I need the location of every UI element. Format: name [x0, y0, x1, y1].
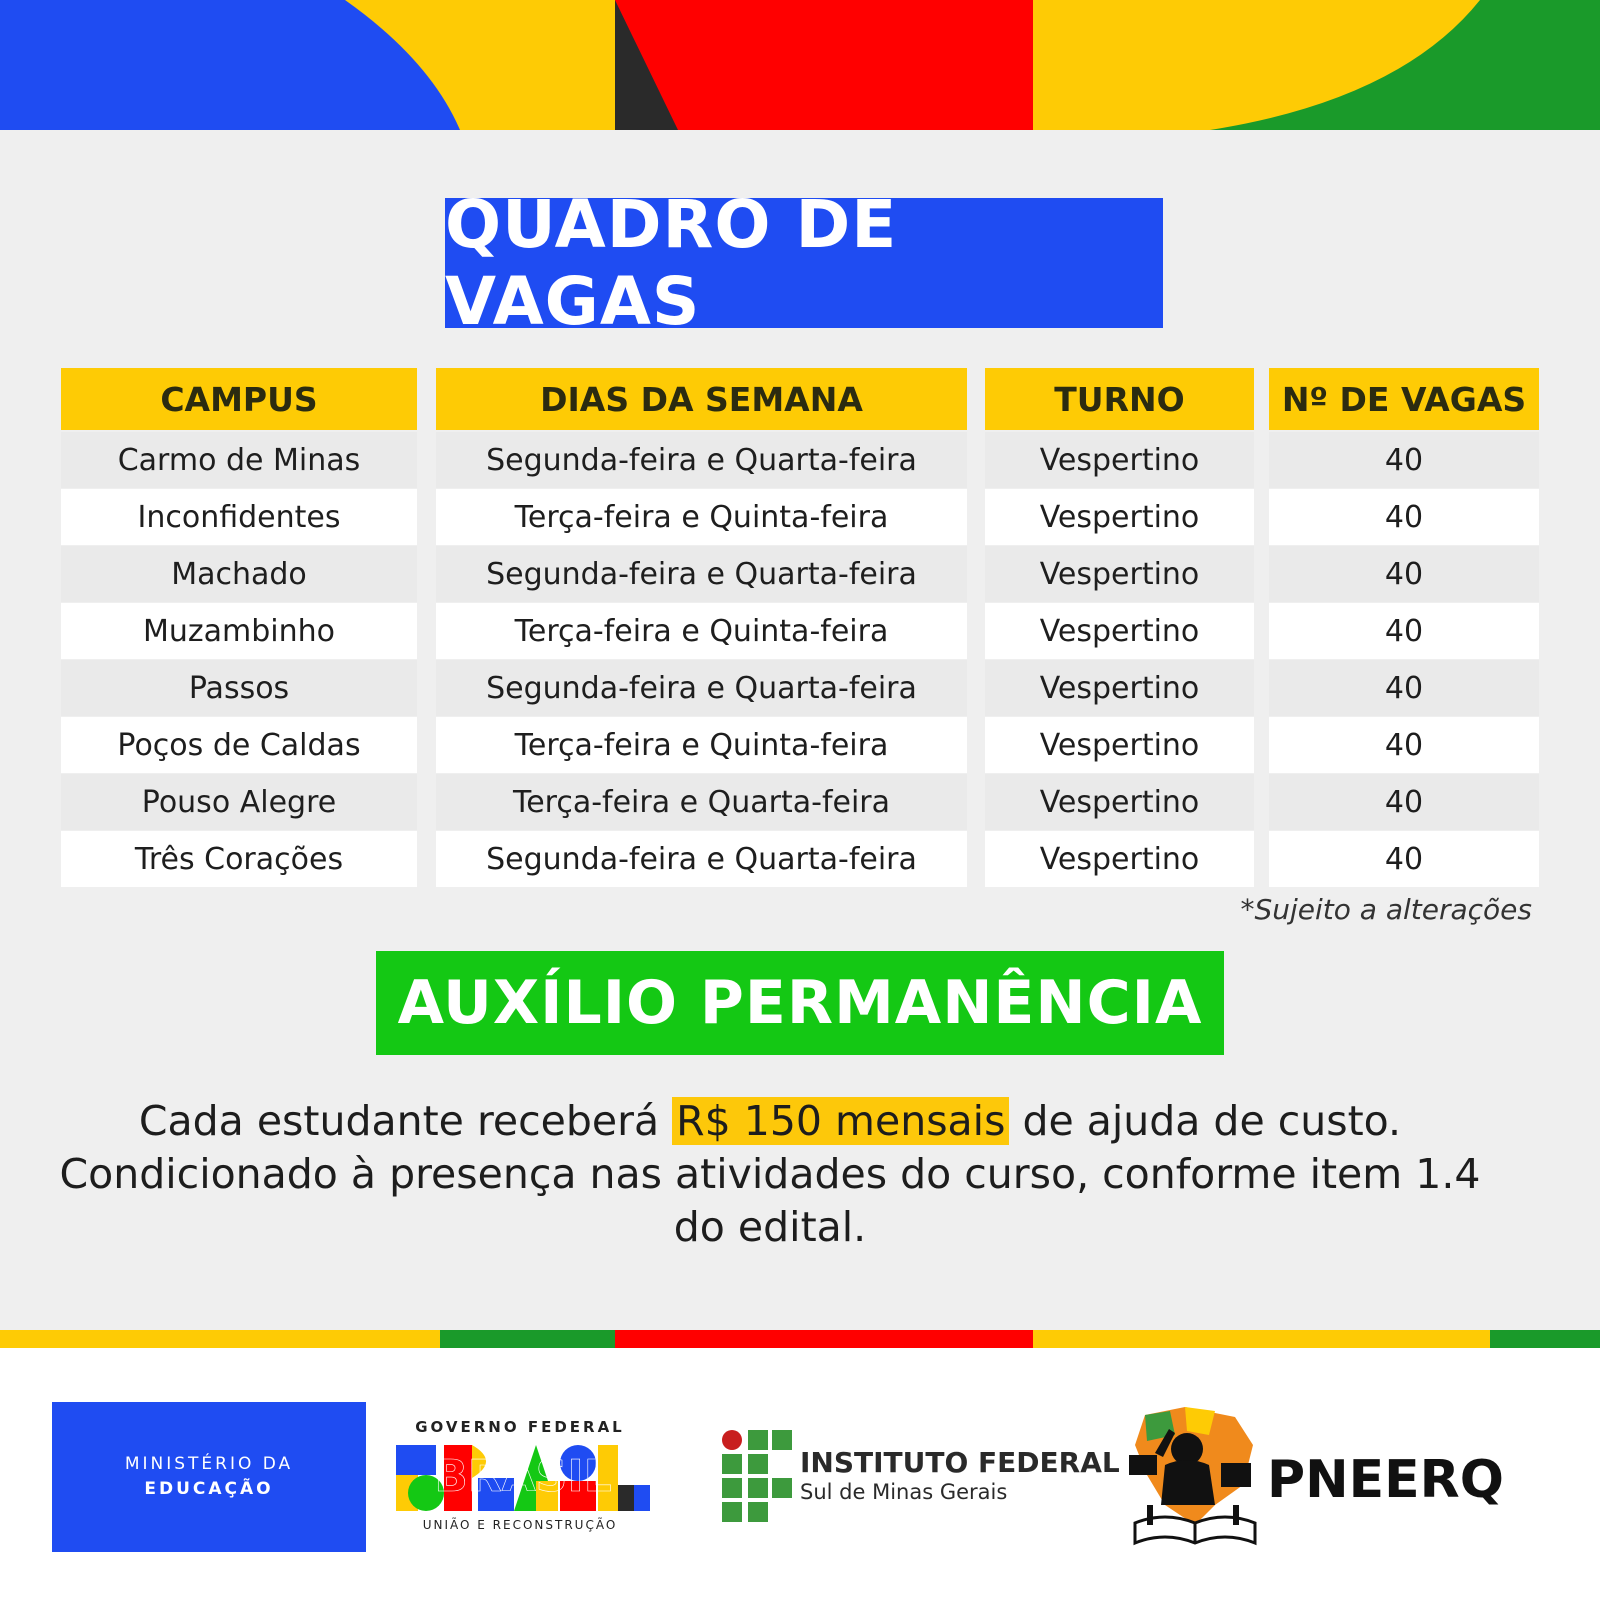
pneerq-wordmark: PNEERQ — [1267, 1450, 1504, 1510]
page-title: QUADRO DE VAGAS — [445, 198, 1163, 328]
disclaimer-note: *Sujeito a alterações — [1240, 893, 1532, 926]
cell-turno: Vespertino — [985, 546, 1254, 602]
header-campus: CAMPUS — [61, 368, 417, 430]
cell-vagas: 40 — [1269, 489, 1539, 545]
cell-vagas: 40 — [1269, 432, 1539, 488]
cell-campus: Passos — [61, 660, 417, 716]
instituto-federal-logo — [720, 1428, 800, 1524]
cell-turno: Vespertino — [985, 489, 1254, 545]
cell-campus: Carmo de Minas — [61, 432, 417, 488]
cell-dias: Segunda-feira e Quarta-feira — [436, 660, 967, 716]
auxilio-line1-end: de ajuda de custo. — [1009, 1097, 1402, 1145]
instituto-federal-title: INSTITUTO FEDERAL — [800, 1446, 1120, 1479]
governo-federal-label: GOVERNO FEDERAL — [415, 1418, 625, 1436]
table-row — [0, 660, 1600, 716]
mec-line1: MINISTÉRIO DA — [124, 1454, 294, 1474]
cell-turno: Vespertino — [985, 774, 1254, 830]
cell-dias: Segunda-feira e Quarta-feira — [436, 546, 967, 602]
cell-vagas: 40 — [1269, 774, 1539, 830]
cell-dias: Terça-feira e Quarta-feira — [436, 774, 967, 830]
brasil-logo-word: BRASIL — [434, 1451, 612, 1502]
instituto-federal-subtitle: Sul de Minas Gerais — [800, 1480, 1008, 1504]
cell-campus: Pouso Alegre — [61, 774, 417, 830]
ministerio-educacao-logo — [52, 1402, 366, 1552]
auxilio-amount-highlight: R$ 150 mensais — [672, 1097, 1009, 1145]
table-row — [0, 774, 1600, 830]
cell-campus: Três Corações — [61, 831, 417, 887]
top-decorative-band — [0, 0, 1600, 130]
cell-dias: Segunda-feira e Quarta-feira — [436, 831, 967, 887]
auxilio-line1-start: Cada estudante receberá — [138, 1097, 673, 1145]
cell-turno: Vespertino — [985, 603, 1254, 659]
table-row — [0, 546, 1600, 602]
table-row — [0, 432, 1600, 488]
cell-campus: Muzambinho — [61, 603, 417, 659]
cell-vagas: 40 — [1269, 603, 1539, 659]
cell-turno: Vespertino — [985, 432, 1254, 488]
header-vagas: Nº DE VAGAS — [1269, 368, 1539, 430]
pneerq-illustration — [1125, 1405, 1265, 1550]
cell-campus: Poços de Caldas — [61, 717, 417, 773]
cell-vagas: 40 — [1269, 546, 1539, 602]
cell-dias: Terça-feira e Quinta-feira — [436, 717, 967, 773]
table-row — [0, 717, 1600, 773]
bottom-decorative-band — [0, 1330, 1600, 1348]
cell-vagas: 40 — [1269, 717, 1539, 773]
uniao-reconstrucao-label: UNIÃO E RECONSTRUÇÃO — [422, 1518, 618, 1532]
cell-dias: Segunda-feira e Quarta-feira — [436, 432, 967, 488]
cell-turno: Vespertino — [985, 660, 1254, 716]
table-row — [0, 489, 1600, 545]
auxilio-description — [40, 1095, 1500, 1254]
mec-line2: EDUCAÇÃO — [144, 1479, 274, 1499]
cell-dias: Terça-feira e Quinta-feira — [436, 603, 967, 659]
cell-turno: Vespertino — [985, 717, 1254, 773]
auxilio-line2: Condicionado à presença nas atividades do curso, conforme item 1.4 do edital. — [59, 1150, 1481, 1251]
cell-campus: Inconfidentes — [61, 489, 417, 545]
header-dias-da-semana: DIAS DA SEMANA — [436, 368, 967, 430]
header-turno: TURNO — [985, 368, 1254, 430]
cell-turno: Vespertino — [985, 831, 1254, 887]
table-row — [0, 603, 1600, 659]
cell-campus: Machado — [61, 546, 417, 602]
cell-dias: Terça-feira e Quinta-feira — [436, 489, 967, 545]
brasil-logo — [396, 1445, 650, 1511]
auxilio-title: AUXÍLIO PERMANÊNCIA — [376, 951, 1224, 1055]
cell-vagas: 40 — [1269, 660, 1539, 716]
cell-vagas: 40 — [1269, 831, 1539, 887]
table-row — [0, 831, 1600, 887]
